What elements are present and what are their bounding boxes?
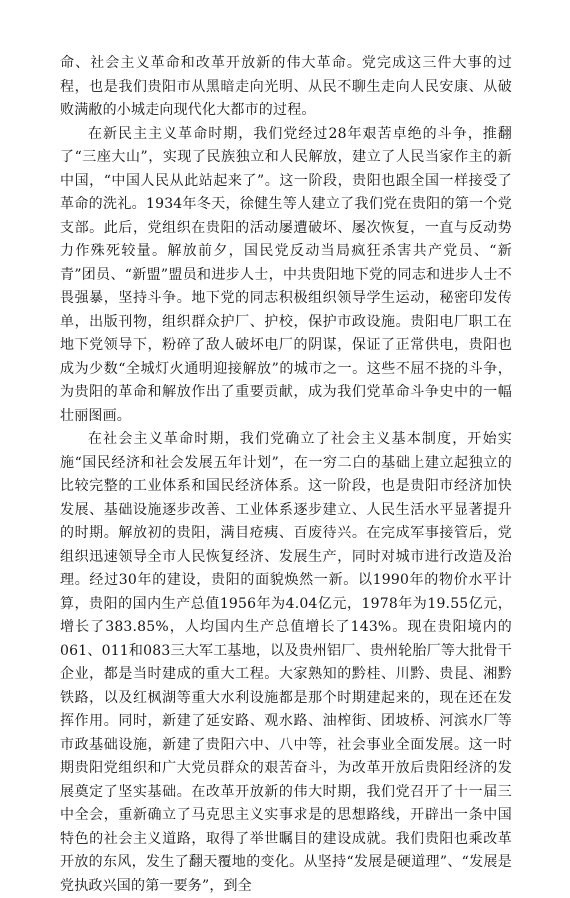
paragraph-socialist-revolution: 在社会主义革命时期，我们党确立了社会主义基本制度，开始实施“国民经济和社会发展五年计划”，在一穷二白的基础上建立起独立的比较完整的工业体系和国民经济体系。这一阶段，也是贵阳市经济加快发展、基础设施逐步改善、工业体系逐步建立、人民生活水平显著提升的时期。解放初的贵阳，满目疮痍、百废待兴。在完成军事接管后，党组织迅速领导全市人民恢复经济、发展生产，同时对城市进行改造及治理。经过30年的建设，贵阳的面貌焕然一新。以1990年的物价水平计算，贵阳的国内生产总值1956年为4.04亿元，1978年为19.55亿元，增长了383.85%，人均国内生产总值增长了143%。现在贵阳境内的061、011和083三大军工基地，以及贵州铝厂、贵州轮胎厂等大批骨干企业，都是当时建成的重大工程。大家熟知的黔桂、川黔、贵昆、湘黔铁路，以及红枫湖等重大水利设施都是那个时期建起来的，现在还在发挥作用。同时，新建了延安路、观水路、油榨街、团坡桥、河滨水厂等市政基础设施，新建了贵阳六中、八中等，社会事业全面发展。这一时期贵阳党组织和广大党员群众的艰苦奋斗，为改革开放后贵阳经济的发展奠定了坚实基础。在改革开放新的伟大时期，我们党召开了十一届三中全会，重新确立了马克思主义实事求是的思想路线，开辟出一条中国特色的社会主义道路，取得了举世瞩目的建设成就。我们贵阳也乘改革开放的东风，发生了翻天覆地的变化。从坚持“发展是硬道理”、“发展是党执政兴国的第一要务”，到全 bbox=[60, 431, 512, 894]
paragraph-continuation: 命、社会主义革命和改革开放新的伟大革命。党完成这三件大事的过程，也是我们贵阳市从黑暗走向光明、从民不聊生走向人民安康、从破败满敝的小城走向现代化大都市的过程。 bbox=[60, 55, 512, 118]
paragraph-new-democratic-revolution: 在新民主主义革命时期，我们党经过28年艰苦卓绝的斗争，推翻了“三座大山”，实现了民族独立和人民解放，建立了人民当家作主的新中国，“中国人民从此站起来了”。这一阶段，贵阳也跟全国一样接受了革命的洗礼。1934年冬天，徐健生等人建立了我们党在贵阳的第一个党支部。此后，党组织在贵阳的活动屡遭破坏、屡次恢复，一直与反动势力作殊死较量。解放前夕，国民党反动当局疯狂杀害共产党员、“新青”团员、“新盟”盟员和进步人士，中共贵阳地下党的同志和进步人士不畏强暴，坚持斗争。地下党的同志积极组织领导学生运动，秘密印发传单，出版刊物，组织群众护厂、护校，保护市政设施。贵阳电厂职工在地下党领导下，粉碎了敌人破坏电厂的阴谋，保证了正常供电，贵阳也成为少数“全城灯火通明迎接解放”的城市之一。这些不屈不挠的斗争，为贵阳的革命和解放作出了重要贡献，成为我们党革命斗争史中的一幅壮丽图画。 bbox=[60, 125, 512, 424]
body-text bbox=[60, 52, 512, 898]
